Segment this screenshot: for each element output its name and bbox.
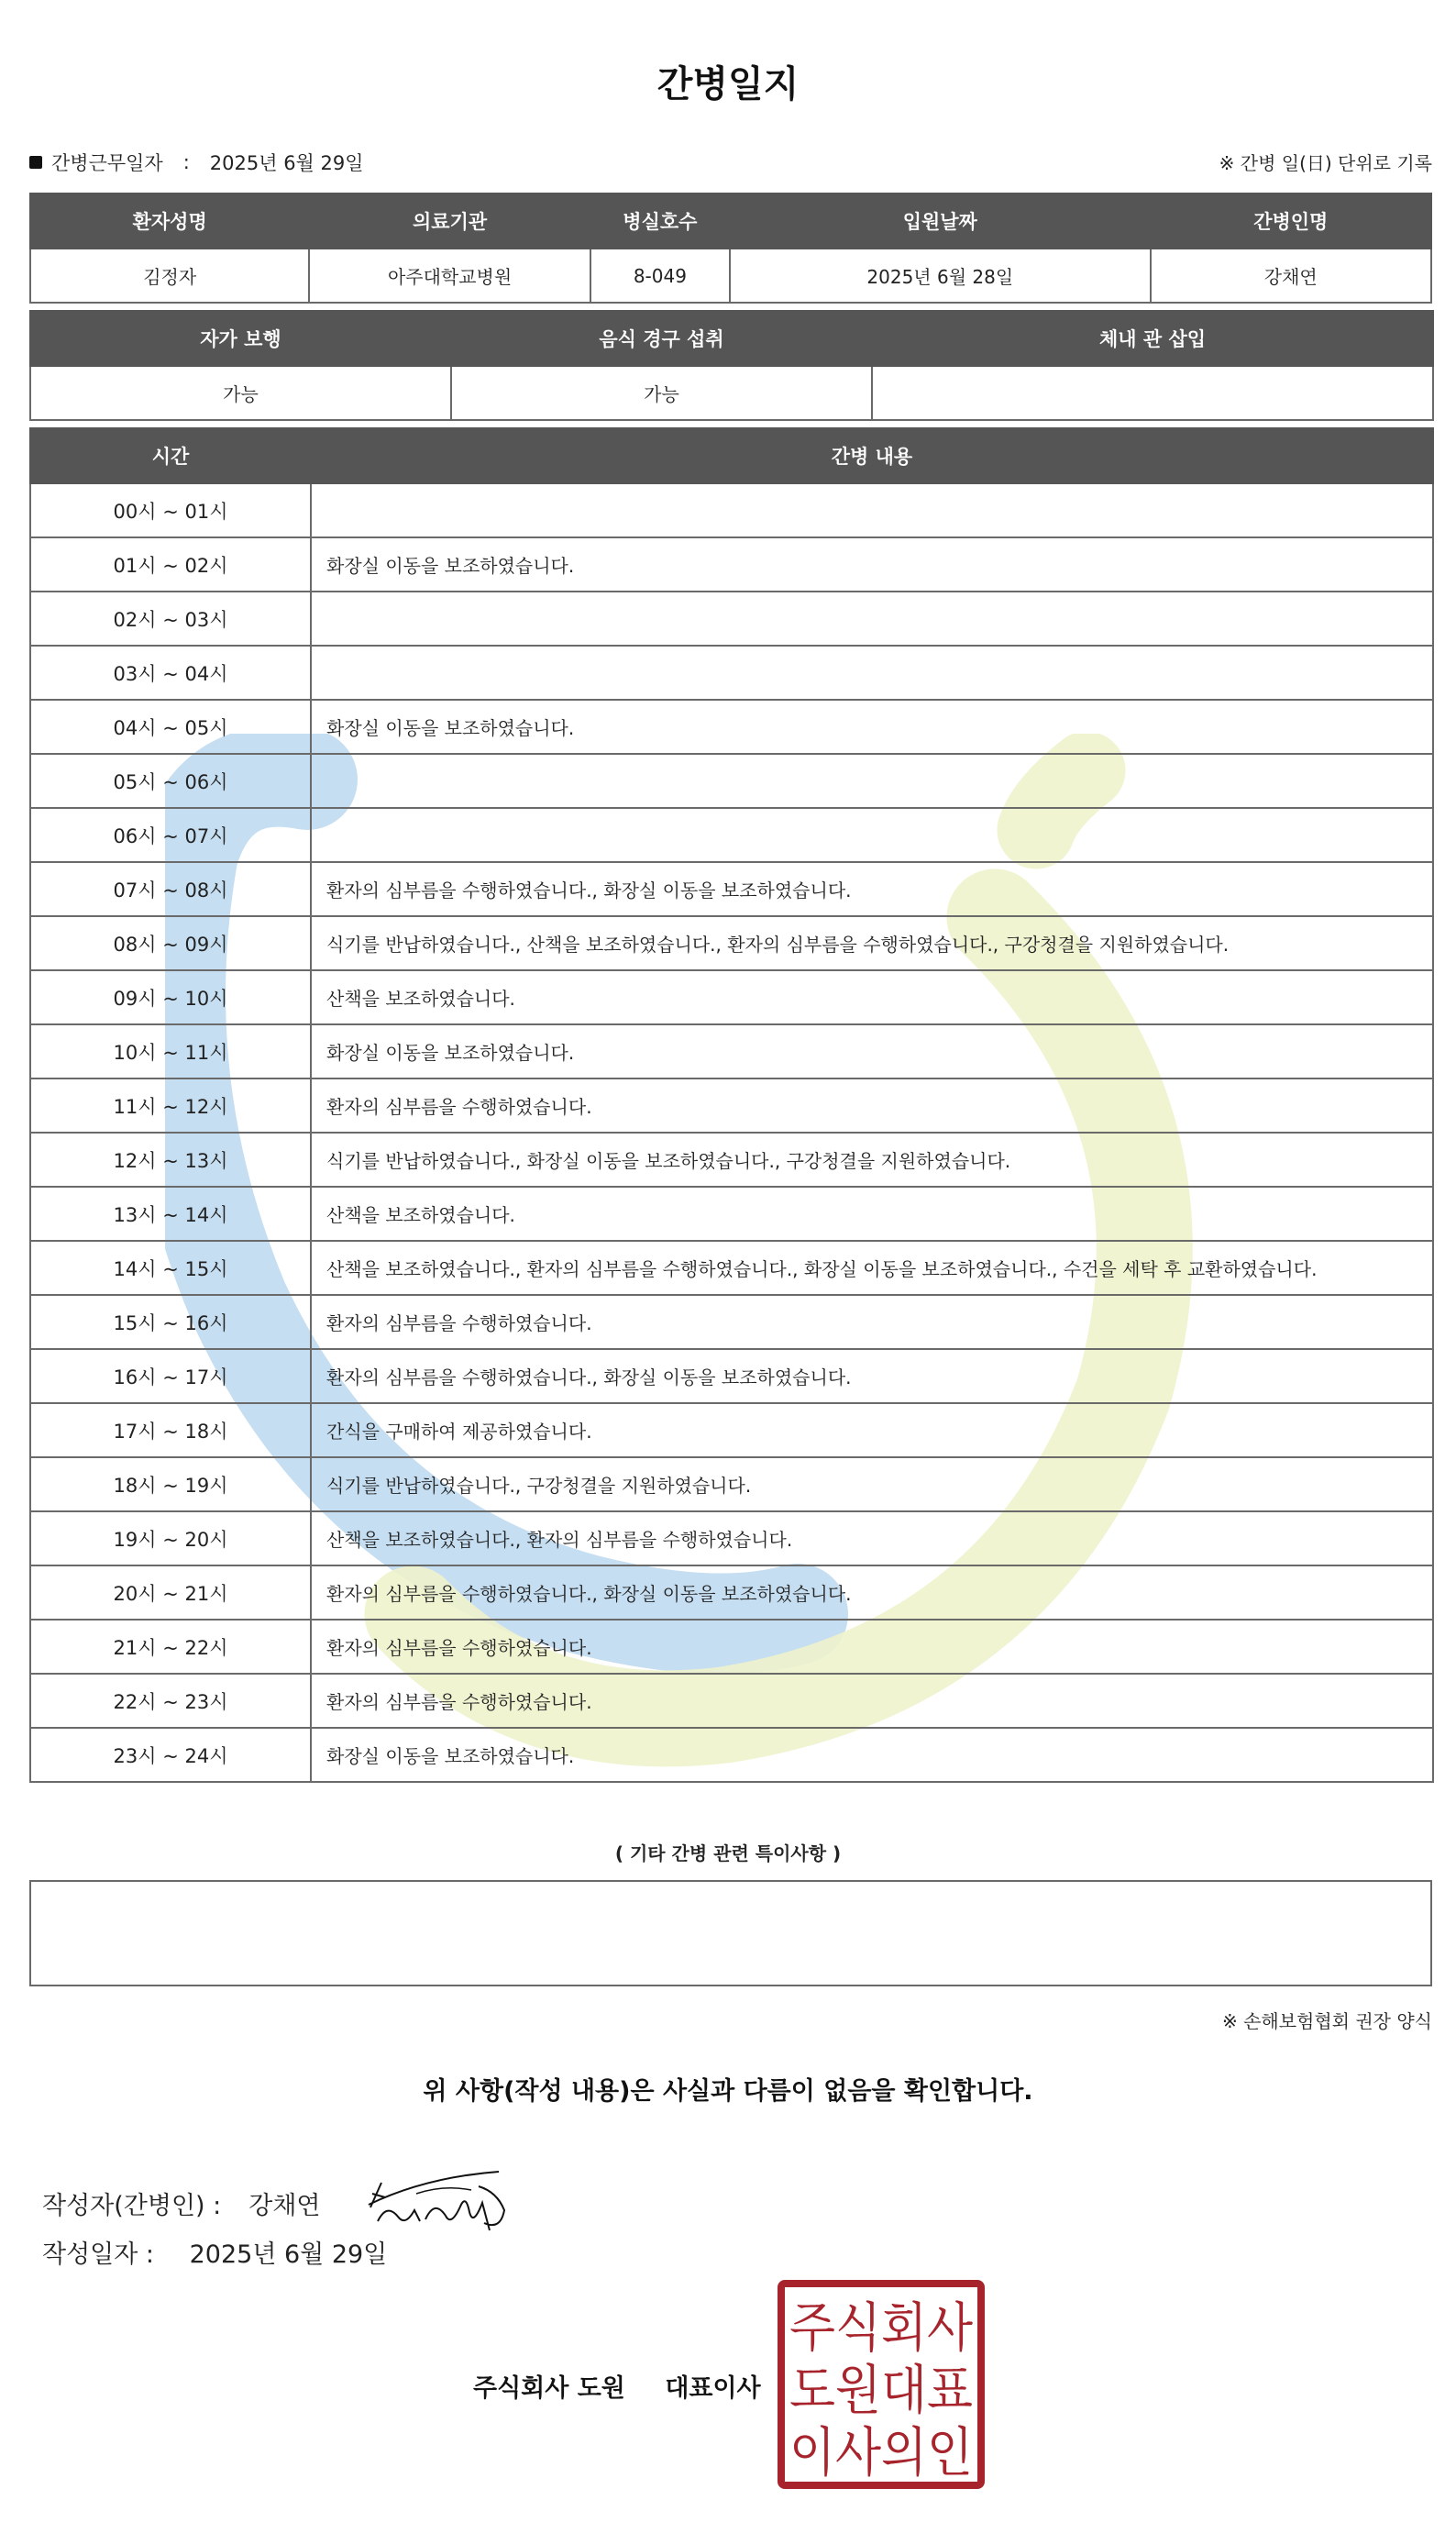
admission-date: 2025년 6월 28일 (730, 249, 1151, 303)
log-time: 19시 ~ 20시 (30, 1511, 311, 1565)
table-row (30, 700, 1433, 754)
record-unit-note: ※ 간병 일(日) 단위로 기록 (1219, 152, 1432, 174)
meta-row (29, 149, 1432, 178)
log-time: 14시 ~ 15시 (30, 1241, 311, 1295)
log-time: 15시 ~ 16시 (30, 1295, 311, 1349)
care-log-body (30, 483, 1433, 1782)
log-content: 환자의 심부름을 수행하였습니다. (311, 1295, 1433, 1349)
log-content (311, 754, 1433, 808)
notes-label: ( 기타 간병 관련 특이사항 ) (614, 1842, 842, 1864)
log-time: 11시 ~ 12시 (30, 1078, 311, 1133)
table-row (30, 537, 1433, 592)
handwritten-signature (361, 2166, 517, 2240)
log-time: 08시 ~ 09시 (30, 916, 311, 970)
log-time: 22시 ~ 23시 (30, 1674, 311, 1728)
log-time: 13시 ~ 14시 (30, 1187, 311, 1241)
company-seal-stamp (778, 2280, 985, 2489)
table-row (30, 646, 1433, 700)
log-time: 06시 ~ 07시 (30, 808, 311, 862)
log-time: 23시 ~ 24시 (30, 1728, 311, 1782)
header-admission-date: 입원날짜 (730, 194, 1151, 249)
work-date-colon: : (182, 151, 190, 173)
log-time: 03시 ~ 04시 (30, 646, 311, 700)
table-row (30, 1295, 1433, 1349)
header-care-content: 간병 내용 (311, 428, 1433, 483)
log-content: 환자의 심부름을 수행하였습니다. (311, 1078, 1433, 1133)
log-time: 07시 ~ 08시 (30, 862, 311, 916)
caregiver-name: 강채연 (1151, 249, 1431, 303)
table-row (30, 1511, 1433, 1565)
insurance-note: ※ 손해보험협회 권장 양식 (1221, 2010, 1432, 2032)
log-time: 10시 ~ 11시 (30, 1024, 311, 1078)
table-row (30, 1241, 1433, 1295)
work-date (29, 149, 364, 176)
self-walking: 가능 (30, 366, 451, 420)
log-content: 환자의 심부름을 수행하였습니다., 화장실 이동을 보조하였습니다. (311, 1349, 1433, 1403)
work-date-label: 간병근무일자 (51, 152, 163, 174)
written-date-row (42, 2234, 387, 2270)
svg-text:주식회사: 주식회사 (789, 2296, 973, 2359)
table-row (30, 862, 1433, 916)
patient-status-table (29, 310, 1434, 421)
log-time: 18시 ~ 19시 (30, 1457, 311, 1511)
svg-text:도원대표: 도원대표 (789, 2359, 973, 2421)
log-time: 12시 ~ 13시 (30, 1133, 311, 1187)
table-row (30, 483, 1433, 537)
log-time: 01시 ~ 02시 (30, 537, 311, 592)
table-row (30, 1024, 1433, 1078)
header-patient-name: 환자성명 (30, 194, 309, 249)
company-signature-line (473, 2368, 761, 2404)
log-content: 화장실 이동을 보조하였습니다. (311, 1728, 1433, 1782)
log-content (311, 483, 1433, 537)
log-time: 02시 ~ 03시 (30, 592, 311, 646)
log-content: 산책을 보조하였습니다., 환자의 심부름을 수행하였습니다. (311, 1511, 1433, 1565)
header-time: 시간 (30, 428, 311, 483)
black-square-icon (29, 156, 42, 169)
log-time: 21시 ~ 22시 (30, 1620, 311, 1674)
table-row (30, 1349, 1433, 1403)
ceo-title: 대표이사 (665, 2374, 761, 2403)
log-time: 17시 ~ 18시 (30, 1403, 311, 1457)
log-time: 05시 ~ 06시 (30, 754, 311, 808)
log-content: 환자의 심부름을 수행하였습니다., 화장실 이동을 보조하였습니다. (311, 862, 1433, 916)
log-content (311, 592, 1433, 646)
writer-label: 작성자(간병인) : (42, 2191, 222, 2220)
log-content: 화장실 이동을 보조하였습니다. (311, 537, 1433, 592)
log-content: 환자의 심부름을 수행하였습니다., 화장실 이동을 보조하였습니다. (311, 1565, 1433, 1620)
header-room-number: 병실호수 (590, 194, 730, 249)
log-content: 산책을 보조하였습니다., 환자의 심부름을 수행하였습니다., 화장실 이동을 보조하였습니다., 수건을 세탁 후 교환하였습니다. (311, 1241, 1433, 1295)
log-content: 식기를 반납하였습니다., 구강청결을 지원하였습니다. (311, 1457, 1433, 1511)
log-content: 화장실 이동을 보조하였습니다. (311, 1024, 1433, 1078)
table-row (30, 1187, 1433, 1241)
company-name: 주식회사 도원 (473, 2374, 625, 2403)
log-content: 환자의 심부름을 수행하였습니다. (311, 1674, 1433, 1728)
room-number: 8-049 (590, 249, 730, 303)
log-content (311, 808, 1433, 862)
header-caregiver-name: 간병인명 (1151, 194, 1431, 249)
oral-intake: 가능 (451, 366, 872, 420)
writer-row (42, 2166, 517, 2240)
hospital: 아주대학교병원 (309, 249, 590, 303)
table-row (30, 1620, 1433, 1674)
log-content: 간식을 구매하여 제공하였습니다. (311, 1403, 1433, 1457)
log-time: 09시 ~ 10시 (30, 970, 311, 1024)
confirmation-statement: 위 사항(작성 내용)은 사실과 다름이 없음을 확인합니다. (423, 2077, 1033, 2106)
log-content: 화장실 이동을 보조하였습니다. (311, 700, 1433, 754)
written-date-label: 작성일자 : (42, 2240, 155, 2269)
table-row (30, 592, 1433, 646)
patient-name: 김정자 (30, 249, 309, 303)
table-row (30, 1403, 1433, 1457)
header-hospital: 의료기관 (309, 194, 590, 249)
table-row (30, 1133, 1433, 1187)
table-row (30, 970, 1433, 1024)
table-row (30, 1674, 1433, 1728)
care-log-table (29, 427, 1434, 1783)
patient-info-table (29, 193, 1432, 304)
log-time: 04시 ~ 05시 (30, 700, 311, 754)
page-title: 간병일지 (656, 63, 800, 105)
work-date-value: 2025년 6월 29일 (209, 152, 364, 174)
table-row (30, 808, 1433, 862)
table-row (30, 1078, 1433, 1133)
header-tube-insertion: 체내 관 삽입 (872, 311, 1433, 366)
log-time: 00시 ~ 01시 (30, 483, 311, 537)
table-row (30, 754, 1433, 808)
log-content: 산책을 보조하였습니다. (311, 1187, 1433, 1241)
log-content: 식기를 반납하였습니다., 화장실 이동을 보조하였습니다., 구강청결을 지원하였습니다. (311, 1133, 1433, 1187)
log-content: 환자의 심부름을 수행하였습니다. (311, 1620, 1433, 1674)
log-time: 20시 ~ 21시 (30, 1565, 311, 1620)
log-content (311, 646, 1433, 700)
svg-text:이사의인: 이사의인 (789, 2421, 973, 2483)
table-row (30, 916, 1433, 970)
tube-insertion (872, 366, 1433, 420)
written-date-value: 2025년 6월 29일 (189, 2240, 388, 2269)
log-time: 16시 ~ 17시 (30, 1349, 311, 1403)
log-content: 식기를 반납하였습니다., 산책을 보조하였습니다., 환자의 심부름을 수행하였습니다., 구강청결을 지원하였습니다. (311, 916, 1433, 970)
header-oral-intake: 음식 경구 섭취 (451, 311, 872, 366)
log-content: 산책을 보조하였습니다. (311, 970, 1433, 1024)
table-row (30, 1565, 1433, 1620)
notes-box (29, 1880, 1432, 1986)
writer-name: 강채연 (248, 2191, 321, 2220)
header-self-walking: 자가 보행 (30, 311, 451, 366)
table-row (30, 1728, 1433, 1782)
table-row (30, 1457, 1433, 1511)
